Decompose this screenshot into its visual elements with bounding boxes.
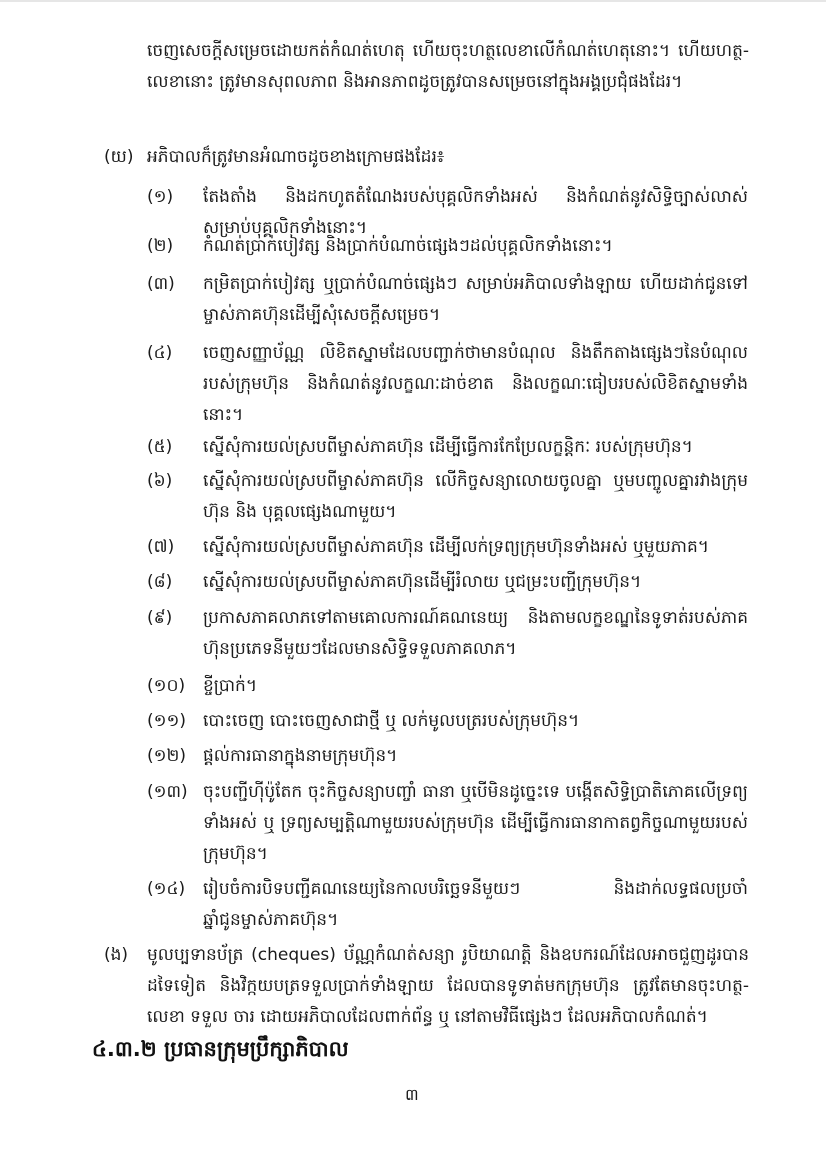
item-text: ផ្ដល់ការធានាក្នុងនាមក្រុមហ៊ុន។ <box>203 746 398 766</box>
item-number: (៩) <box>147 608 173 628</box>
intro-paragraph: ចេញសេចក្ដីសម្រេចដោយកត់កំណត់ហេតុ ហើយចុះហត្ថលេខាលើកំណត់ហេតុនោះ។ ហើយហត្ថ-លេខានោះ ត្រូវមានសុពលភាព និងអានភាពដូចត្រូវបានសម្រេចនៅក្នុងអង្គប្រជុំផងដែរ។ <box>147 41 749 92</box>
item-text: រៀបចំការបិទបញ្ជីគណនេយ្យនៃកាលបរិច្ឆេទនីមួយៗ និងដាក់លទ្ធផលប្រចាំឆ្នាំជូនម្ចាស់ភាគហ៊ុន។ <box>203 879 748 930</box>
item-text: ស្នើសុំការយល់ស្របពីម្ចាស់ភាគហ៊ុន ដើម្បីលក់ទ្រព្យក្រុមហ៊ុនទាំងអស់ ឬមួយភាគ។ <box>203 537 709 557</box>
item-text: ចុះបញ្ជីហ៊ីប៉ូតែក ចុះកិច្ចសន្យាបញ្ចាំ ធានា ឬបើមិនដូច្នេះទេ បង្កើតសិទ្ធិប្រាតិភោគលើទ្រព្យទាំងអស់ ឬ ទ្រព្យសម្បត្តិណាមួយរបស់ក្រុមហ៊ុន ដើម្បីធ្វើការធានាកាតព្វកិច្ចណាមួយរបស់ក្រុមហ៊ុន។ <box>203 782 748 864</box>
item-number: (១២) <box>147 746 186 766</box>
item-number: (៦) <box>147 471 173 491</box>
item-text: ចេញសញ្ញាប័ណ្ណ លិខិតស្នាមដែលបញ្ជាក់ថាមានបំណុល និងតឹកតាងផ្សេងៗនៃបំណុលរបស់ក្រុមហ៊ុន និងកំណត់នូវលក្ខណៈដាច់ខាត និងលក្ខណៈធៀបរបស់លិខិតស្នាមទាំងនោះ។ <box>203 343 748 425</box>
item-number: (១៣) <box>147 782 188 802</box>
section-ng-marker: (ង) <box>104 945 129 965</box>
section-ng-text: មូលប្បទានប័ត្រ (cheques) ប័ណ្ណកំណត់សន្យា រូបិយាណត្តិ និងឧបករណ៍ដែលអាចជួញដូរបានដទៃទៀត និងវិក្កយបត្រទទួលប្រាក់ទាំងឡាយ ដែលបានទូទាត់មកក្រុមហ៊ុន ត្រូវតែមានចុះហត្ថ-លេខា ទទួល ចារ ដោយអភិបាលដែលពាក់ព័ន្ធ ឬ នៅតាមវិធីផ្សេងៗ ដែលអភិបាលកំណត់។ <box>147 945 749 1027</box>
item-number: (៧) <box>147 537 175 557</box>
item-text: ខ្ចីប្រាក់។ <box>203 676 258 696</box>
item-number: (២) <box>147 236 174 256</box>
item-text: ប្រកាសភាគលាភទៅតាមគោលការណ៍គណនេយ្យ និងតាមលក្ខខណ្ឌនៃទូទាត់របស់ភាគហ៊ុនប្រភេទនីមួយៗដែលមានសិទ្ធិទទួលភាគលាភ។ <box>203 608 748 659</box>
item-text: ស្នើសុំការយល់ស្របពីម្ចាស់ភាគហ៊ុន ដើម្បីធ្វើការកែប្រែលក្ខន្តិកៈ របស់ក្រុមហ៊ុន។ <box>203 437 693 457</box>
item-number: (៥) <box>147 437 173 457</box>
section-ya-text: អភិបាលក៏ត្រូវមានអំណាចដូចខាងក្រោមផងដែរ៖ <box>147 147 445 167</box>
item-number: (១១) <box>147 711 186 731</box>
item-number: (៨) <box>147 572 173 592</box>
item-number: (១៤) <box>147 879 186 899</box>
item-number: (១) <box>147 187 174 207</box>
item-text: ស្នើសុំការយល់ស្របពីម្ចាស់ភាគហ៊ុន លើកិច្ចសន្យាលោយចូលគ្នា ឬមបញ្ចូលគ្នារវាងក្រុមហ៊ុន និង បុគ្គលផ្សេងណាមួយ។ <box>203 471 748 522</box>
item-number: (៣) <box>147 274 175 294</box>
section-ya-marker: (យ) <box>104 147 134 167</box>
item-number: (១០) <box>147 676 186 696</box>
page-top-edge <box>0 0 826 2</box>
item-text: កម្រិតប្រាក់បៀវត្ស ឬប្រាក់បំណាច់ផ្សេងៗ សម្រាប់អភិបាលទាំងឡាយ ហើយដាក់ជូនទៅម្ចាស់ភាគហ៊ុនដើម្បីសុំសេចក្ដីសម្រេច។ <box>203 274 748 325</box>
item-text: បោះចេញ បោះចេញសាជាថ្មី ឬ លក់មូលបត្ររបស់ក្រុមហ៊ុន។ <box>203 711 580 731</box>
section-heading: ៤.៣.២ ប្រធានក្រុមប្រឹក្សាភិបាល <box>92 1037 349 1061</box>
item-number: (៤) <box>147 343 173 363</box>
page-number: ៣ <box>405 1085 419 1104</box>
item-text: តែងតាំង និងដកហូតតំណែងរបស់បុគ្គលិកទាំងអស់ និងកំណត់នូវសិទ្ធិច្បាស់លាស់សម្រាប់បុគ្គលិកទាំងនោះ។ <box>203 187 748 238</box>
item-text: ស្នើសុំការយល់ស្របពីម្ចាស់ភាគហ៊ុនដើម្បីរំលាយ ឬជម្រះបញ្ជីក្រុមហ៊ុន។ <box>203 572 642 592</box>
item-text: កំណត់ប្រាក់បៀវត្ស និងប្រាក់បំណាច់ផ្សេងៗដល់បុគ្គលិកទាំងនោះ។ <box>203 236 613 256</box>
